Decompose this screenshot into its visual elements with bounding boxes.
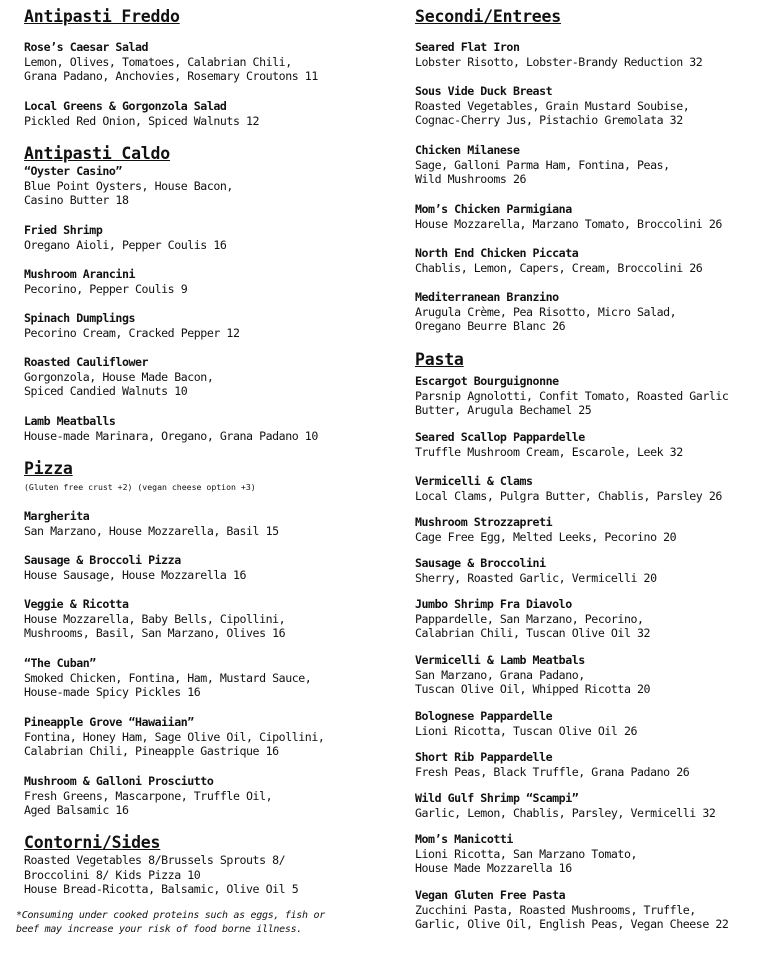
item-name: Jumbo Shrimp Fra Diavolo <box>415 597 572 611</box>
item-description: Pickled Red Onion, Spiced Walnuts 12 <box>24 113 260 128</box>
item-name: Vegan Gluten Free Pasta <box>415 888 566 902</box>
menu-item <box>415 202 722 231</box>
pizza-note: (Gluten free crust +2) (vegan cheese option +3) <box>24 482 256 492</box>
item-name: Vermicelli & Clams <box>415 474 533 488</box>
section-title: Contorni/Sides <box>24 833 161 852</box>
item-name: Local Greens & Gorgonzola Salad <box>24 99 227 113</box>
item-description: Gorgonzola, House Made Bacon, Spiced Candied Walnuts 10 <box>24 369 214 399</box>
menu-item <box>24 553 246 582</box>
section-title: Pizza <box>24 459 73 478</box>
item-description: Local Clams, Pulgra Butter, Chablis, Parsley 26 <box>415 488 722 503</box>
item-name: Mediterranean Branzino <box>415 290 559 304</box>
item-name: Seared Scallop Pappardelle <box>415 430 585 444</box>
menu-item <box>415 750 689 779</box>
sides-list: Roasted Vegetables 8/Brussels Sprouts 8/ Broccolini 8/ Kids Pizza 10 House Bread-Ricotta, Balsamic, Olive Oil 5 <box>24 853 299 897</box>
menu-item <box>415 84 689 128</box>
menu-item <box>415 709 637 738</box>
menu-item <box>415 246 702 275</box>
item-name: Mom’s Manicotti <box>415 832 513 846</box>
item-name: “The Cuban” <box>24 656 96 670</box>
item-name: Bolognese Pappardelle <box>415 709 553 723</box>
item-description: Lioni Ricotta, San Marzano Tomato, House Made Mozzarella 16 <box>415 846 638 876</box>
menu-item <box>415 143 670 187</box>
item-name: Margherita <box>24 509 90 523</box>
item-name: Sausage & Broccoli Pizza <box>24 553 181 567</box>
item-description: Cage Free Egg, Melted Leeks, Pecorino 20 <box>415 529 677 544</box>
menu-item <box>415 430 683 459</box>
item-name: Roasted Cauliflower <box>24 355 149 369</box>
item-name: Escargot Bourguignonne <box>415 374 559 388</box>
item-description: Zucchini Pasta, Roasted Mushrooms, Truffle, Garlic, Olive Oil, English Peas, Vegan Cheese 22 <box>415 902 729 932</box>
menu-item <box>24 355 213 399</box>
item-description: House Sausage, House Mozzarella 16 <box>24 567 247 582</box>
menu-item <box>24 656 311 700</box>
item-description: Lioni Ricotta, Tuscan Olive Oil 26 <box>415 723 638 738</box>
item-name: Short Rib Pappardelle <box>415 750 553 764</box>
item-name: Mushroom & Galloni Prosciutto <box>24 774 214 788</box>
item-description: Pecorino Cream, Cracked Pepper 12 <box>24 325 240 340</box>
item-name: Mom’s Chicken Parmigiana <box>415 202 572 216</box>
item-description: House Mozzarella, Marzano Tomato, Broccolini 26 <box>415 216 722 231</box>
item-name: Spinach Dumplings <box>24 311 136 325</box>
item-description: Sage, Galloni Parma Ham, Fontina, Peas, Wild Mushrooms 26 <box>415 157 670 187</box>
item-description: Fontina, Honey Ham, Sage Olive Oil, Cipollini, Calabrian Chili, Pineapple Gastrique 16 <box>24 729 325 759</box>
item-description: Pecorino, Pepper Coulis 9 <box>24 281 188 296</box>
item-name: Veggie & Ricotta <box>24 597 129 611</box>
item-description: San Marzano, Grana Padano, Tuscan Olive Oil, Whipped Ricotta 20 <box>415 667 651 697</box>
item-description: Lobster Risotto, Lobster-Brandy Reduction 32 <box>415 54 703 69</box>
item-name: North End Chicken Piccata <box>415 246 579 260</box>
item-description: Pappardelle, San Marzano, Pecorino, Calabrian Chili, Tuscan Olive Oil 32 <box>415 611 651 641</box>
item-name: Sausage & Broccolini <box>415 556 546 570</box>
menu-item <box>24 311 240 340</box>
item-description: Arugula Crème, Pea Risotto, Micro Salad, Oregano Beurre Blanc 26 <box>415 304 677 334</box>
menu-item <box>415 597 650 641</box>
menu-item <box>415 515 676 544</box>
menu-item <box>24 715 324 759</box>
item-description: Smoked Chicken, Fontina, Ham, Mustard Sauce, House-made Spicy Pickles 16 <box>24 670 312 700</box>
item-description: Lemon, Olives, Tomatoes, Calabrian Chili, Grana Padano, Anchovies, Rosemary Croutons 11 <box>24 54 318 84</box>
menu-item <box>24 597 285 641</box>
menu-item <box>24 774 272 818</box>
item-description: House Mozzarella, Baby Bells, Cipollini, Mushrooms, Basil, San Marzano, Olives 16 <box>24 611 286 641</box>
menu-item <box>24 40 318 84</box>
item-name: “Oyster Casino” <box>24 164 122 178</box>
menu-item <box>415 653 650 697</box>
item-name: Pineapple Grove “Hawaiian” <box>24 715 194 729</box>
item-description: Chablis, Lemon, Capers, Cream, Broccolini 26 <box>415 260 703 275</box>
menu-item <box>415 290 676 334</box>
item-name: Vermicelli & Lamb Meatbals <box>415 653 585 667</box>
item-description: San Marzano, House Mozzarella, Basil 15 <box>24 523 279 538</box>
item-description: Garlic, Lemon, Chablis, Parsley, Vermicelli 32 <box>415 805 716 820</box>
section-title: Antipasti Caldo <box>24 144 171 163</box>
menu-item <box>415 556 657 585</box>
menu-item <box>24 99 259 128</box>
menu-item <box>24 509 279 538</box>
section-antipasti-caldo <box>24 144 170 164</box>
item-description: Roasted Vegetables, Grain Mustard Soubise, Cognac-Cherry Jus, Pistachio Gremolata 32 <box>415 98 690 128</box>
item-description: Truffle Mushroom Cream, Escarole, Leek 32 <box>415 444 683 459</box>
menu-item <box>415 40 702 69</box>
item-name: Mushroom Arancini <box>24 267 136 281</box>
item-name: Wild Gulf Shrimp “Scampi” <box>415 791 579 805</box>
section-title: Antipasti Freddo <box>24 7 180 26</box>
item-description: Parsnip Agnolotti, Confit Tomato, Roasted Garlic Butter, Arugula Bechamel 25 <box>415 388 729 418</box>
item-name: Rose’s Caesar Salad <box>24 40 149 54</box>
item-name: Chicken Milanese <box>415 143 520 157</box>
menu-item <box>24 164 233 208</box>
section-title: Secondi/Entrees <box>415 7 562 26</box>
section-pasta <box>415 350 464 370</box>
item-name: Fried Shrimp <box>24 223 103 237</box>
item-name: Mushroom Strozzapreti <box>415 515 553 529</box>
menu-item <box>415 474 722 503</box>
item-description: Oregano Aioli, Pepper Coulis 16 <box>24 237 227 252</box>
menu-item <box>24 267 187 296</box>
menu-item <box>415 374 728 418</box>
item-description: Fresh Greens, Mascarpone, Truffle Oil, Aged Balsamic 16 <box>24 788 273 818</box>
section-pizza <box>24 459 396 493</box>
section-title: Pasta <box>415 350 464 369</box>
section-contorni <box>24 833 160 853</box>
item-description: Fresh Peas, Black Truffle, Grana Padano 26 <box>415 764 690 779</box>
food-safety-disclaimer: *Consuming under cooked proteins such as eggs, fish or beef may increase your risk of food borne illness. <box>16 910 325 935</box>
item-description: Blue Point Oysters, House Bacon, Casino Butter 18 <box>24 178 233 208</box>
item-name: Seared Flat Iron <box>415 40 520 54</box>
menu-item <box>415 832 637 876</box>
menu-item <box>24 414 318 443</box>
item-name: Sous Vide Duck Breast <box>415 84 553 98</box>
menu-item <box>415 791 715 820</box>
item-description: Sherry, Roasted Garlic, Vermicelli 20 <box>415 570 657 585</box>
menu-item <box>24 223 226 252</box>
item-description: House-made Marinara, Oregano, Grana Padano 10 <box>24 428 318 443</box>
item-name: Lamb Meatballs <box>24 414 116 428</box>
section-antipasti-freddo <box>24 7 396 27</box>
section-secondi <box>415 7 561 27</box>
menu-item <box>415 888 728 932</box>
